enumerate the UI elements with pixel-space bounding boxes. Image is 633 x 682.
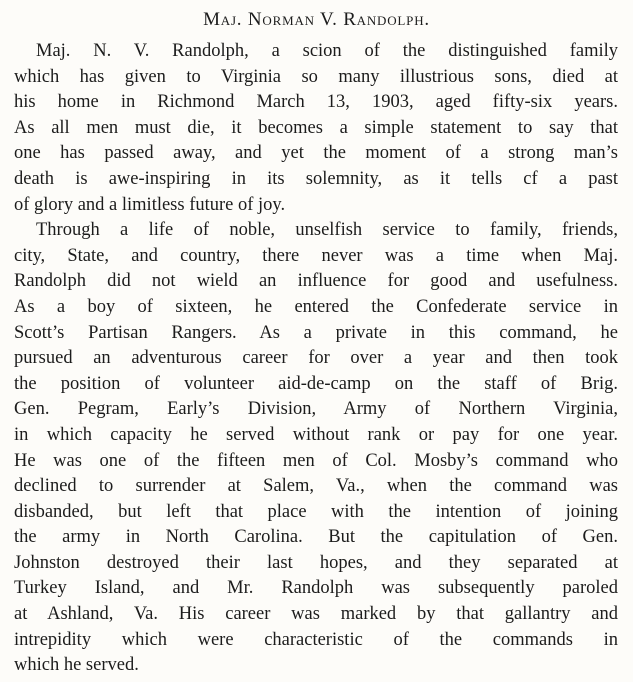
text-line: city, State, and country, there never was a time when Maj. xyxy=(14,245,618,266)
text-line: As a boy of sixteen, he entered the Confederate service in xyxy=(14,296,618,317)
text-line: Johnston destroyed their last hopes, and they separated at xyxy=(14,552,618,573)
text-line: He was one of the fifteen men of Col. Mosby’s command who xyxy=(14,450,618,471)
text-line: disbanded, but left that place with the intention of joining xyxy=(14,501,618,522)
text-line: Gen. Pegram, Early’s Division, Army of Northern Virginia, xyxy=(14,399,618,420)
text-line: intrepidity which were characteristic of the commands in xyxy=(14,629,618,650)
text-line: in which capacity he served without rank or pay for one year. xyxy=(14,424,618,445)
text-line: Scott’s Partisan Rangers. As a private in this command, he xyxy=(14,322,618,343)
article-body xyxy=(14,39,618,679)
text-line: one has passed away, and yet the moment of a strong man’s xyxy=(14,143,618,164)
text-line: Randolph did not wield an influence for good and usefulness. xyxy=(14,271,618,292)
text-line: at Ashland, Va. His career was marked by that gallantry and xyxy=(14,604,618,625)
text-line: Turkey Island, and Mr. Randolph was subsequently paroled xyxy=(14,578,618,599)
text-line: Maj. N. V. Randolph, a scion of the distinguished family xyxy=(36,41,618,61)
paragraph xyxy=(14,39,618,218)
text-line: pursued an adventurous career for over a year and then took xyxy=(14,348,618,369)
text-line: Through a life of noble, unselfish service to family, friends, xyxy=(36,220,618,241)
text-line: which he served. xyxy=(14,655,139,676)
text-line: declined to surrender at Salem, Va., when the command was xyxy=(14,476,618,497)
text-line: the army in North Carolina. But the capitulation of Gen. xyxy=(14,527,618,548)
article-title: Maj. Norman V. Randolph. xyxy=(203,9,430,30)
text-line: his home in Richmond March 13, 1903, aged fifty-six years. xyxy=(14,92,618,113)
text-line: of glory and a limitless future of joy. xyxy=(14,194,286,215)
text-line: the position of volunteer aid-de-camp on the staff of Brig. xyxy=(14,373,618,394)
text-line: As all men must die, it becomes a simple statement to say that xyxy=(14,117,618,138)
text-line: which has given to Virginia so many illustrious sons, died at xyxy=(14,66,618,87)
text-line: death is awe-inspiring in its solemnity, as it tells cf a past xyxy=(14,168,618,189)
paragraph xyxy=(14,218,618,679)
